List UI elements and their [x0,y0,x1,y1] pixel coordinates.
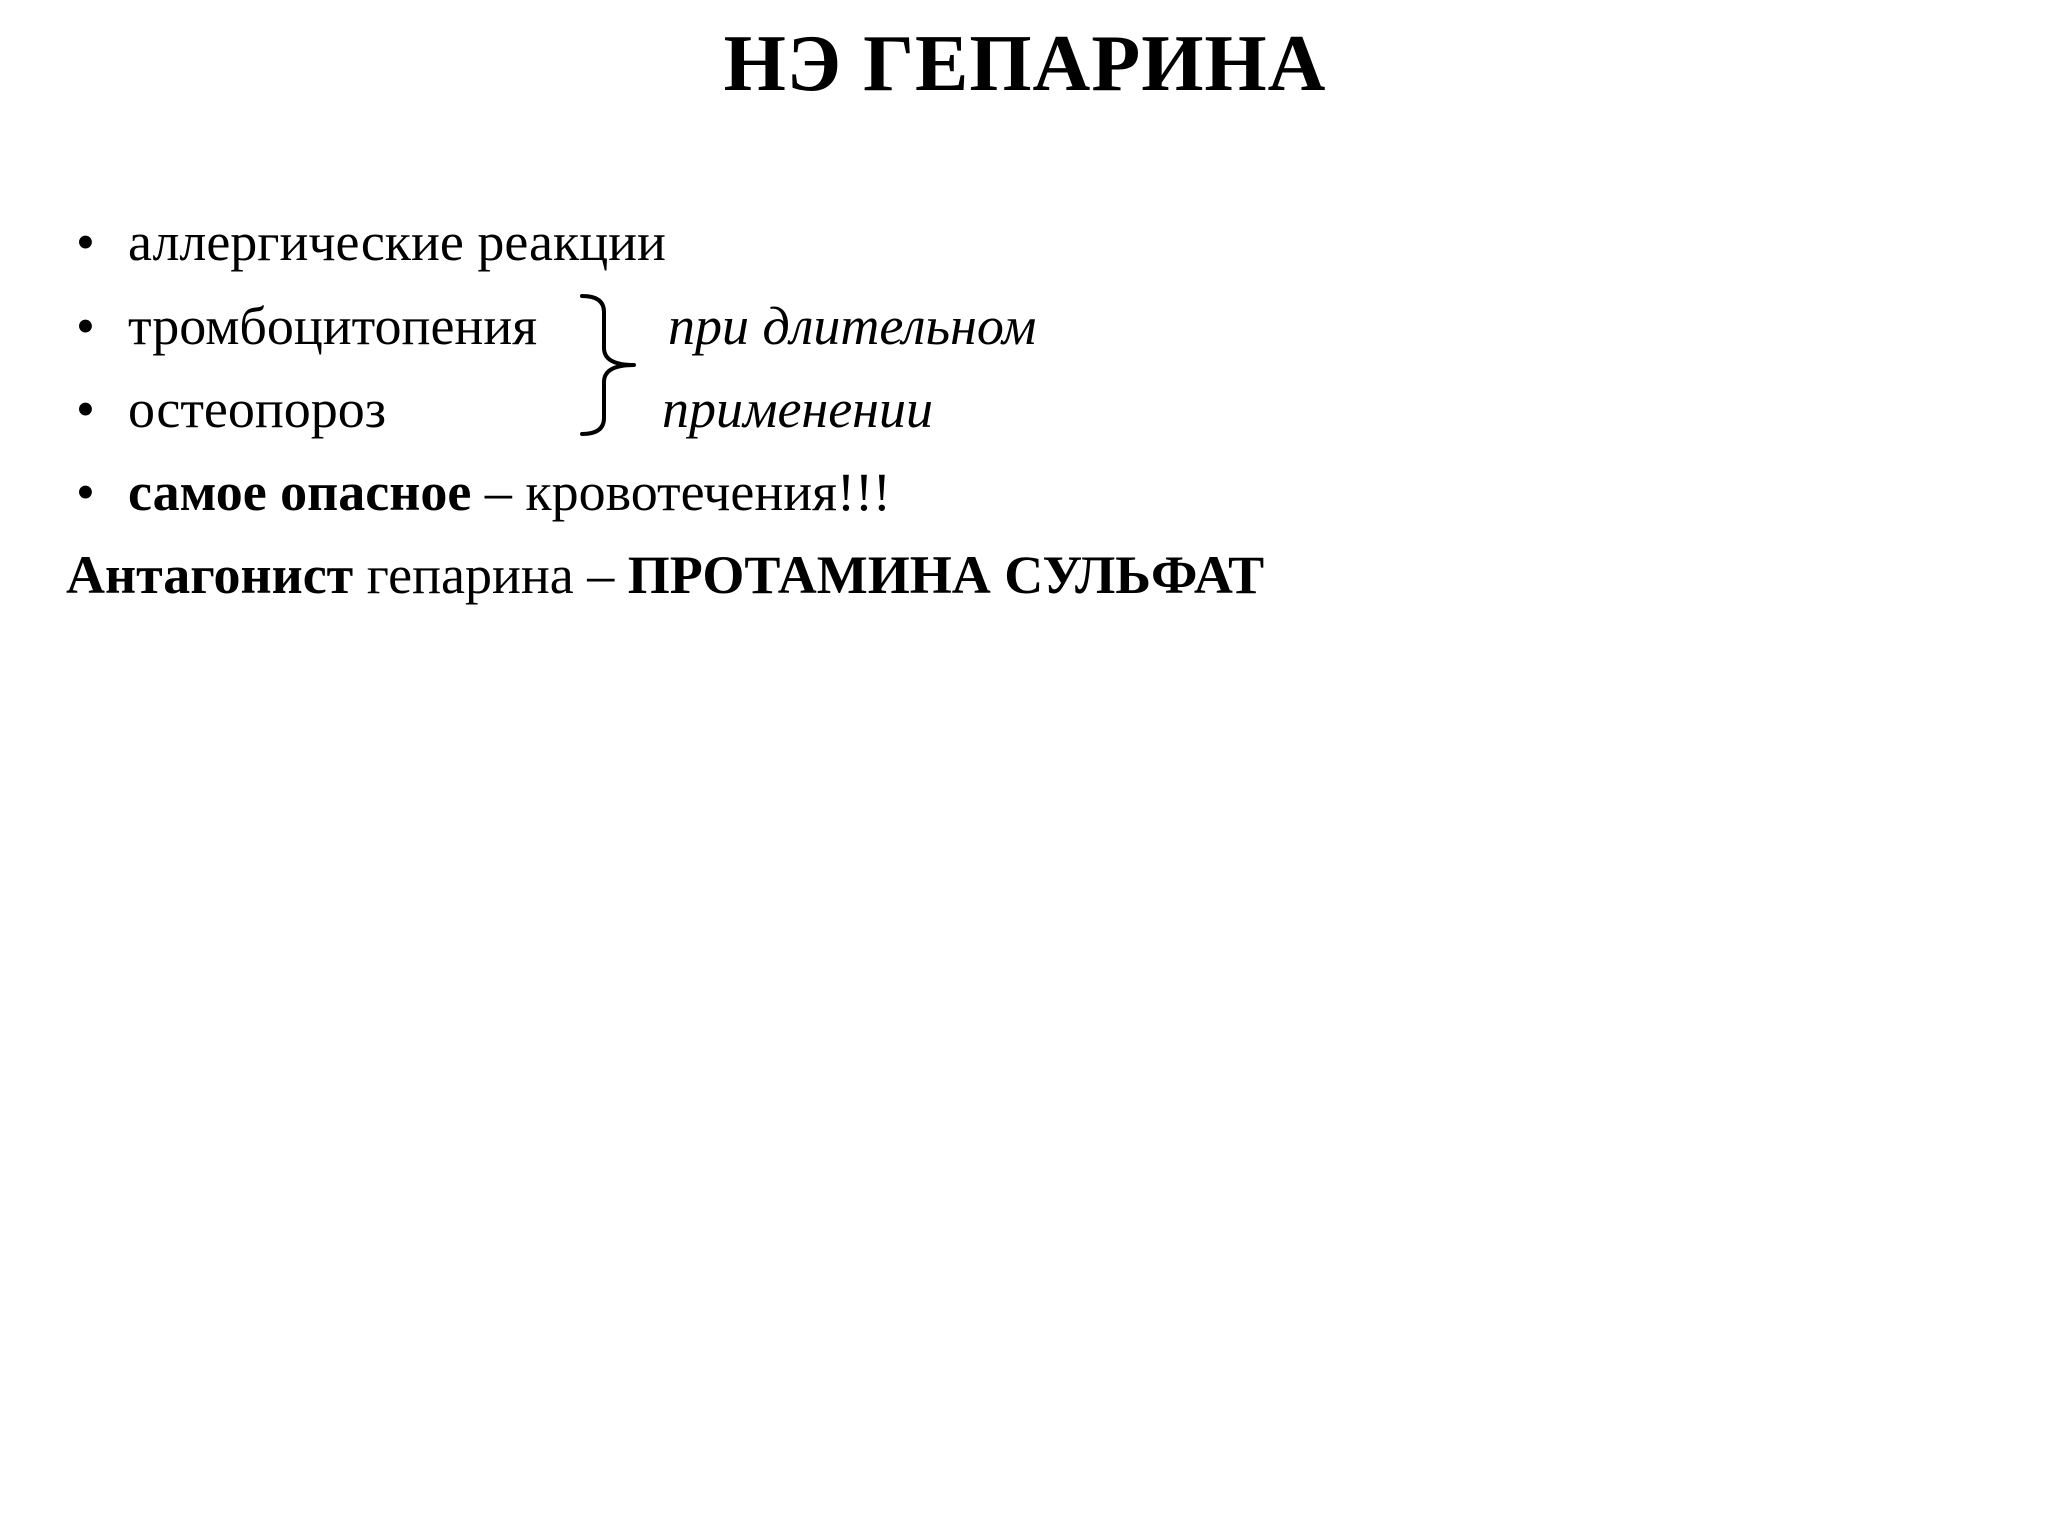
bullet-allergic-reactions: аллергические реакции [128,212,666,272]
bleeding-text: – кровотечения!!! [471,462,891,522]
antagonist-middle: гепарина – [353,545,628,605]
antagonist-label: Антагонист [66,545,354,605]
slide-title: НЭ ГЕПАРИНА [723,20,1327,108]
bullet-thrombocytopenia: тромбоцитопения [128,296,538,356]
bullet-marker: • [76,462,95,522]
protamine-sulfate: ПРОТАМИНА СУЛЬФАТ [627,545,1265,605]
curly-brace-icon [578,290,638,440]
antagonist-line [66,543,1264,607]
most-dangerous-label: самое опасное [128,462,472,522]
bullet-marker: • [76,296,95,356]
bullet-marker: • [76,379,95,439]
bullet-osteoporosis: остеопороз [128,379,387,439]
bracket-note-line2: применении [662,379,933,439]
bullet-most-dangerous [128,460,891,524]
bullet-marker: • [76,212,95,272]
bracket-note-line1: при длительном [668,296,1037,356]
